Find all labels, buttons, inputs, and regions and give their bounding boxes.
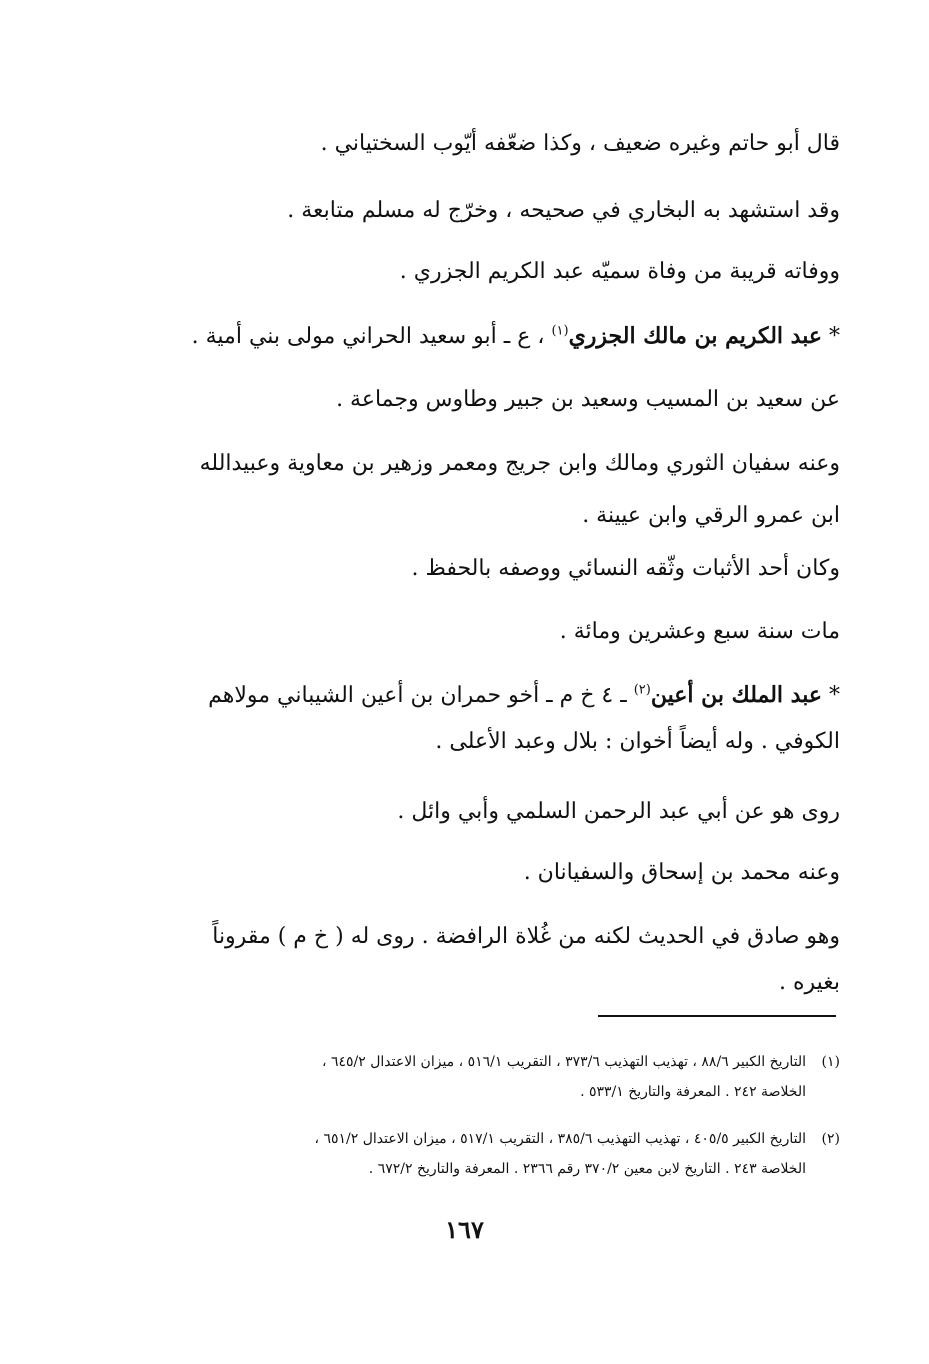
- paragraph: [160, 195, 840, 227]
- text-line: ووفاته قريبة من وفاة سميّه عبد الكريم الجزري .: [399, 259, 840, 284]
- footnote: [160, 1124, 840, 1184]
- footnote-reference: (١): [551, 323, 569, 339]
- page-number: ١٦٧: [445, 1215, 484, 1244]
- footnote-text: التاريخ الكبير ٨٨/٦ ، تهذيب التهذيب ٣٧٣/٦ ، التقريب ٥١٦/١ ، ميزان الاعتدال ٦٤٥/٢ ،: [322, 1054, 806, 1070]
- paragraph: [160, 128, 840, 160]
- footnote-line: [160, 1154, 840, 1184]
- entry-name: عبد الكريم بن مالك الجزري: [568, 323, 822, 349]
- footnote-text: التاريخ الكبير ٤٠٥/٥ ، تهذيب التهذيب ٣٨٥/٦ ، التقريب ٥١٧/١ ، ميزان الاعتدال ٦٥١/٢ ،: [314, 1131, 806, 1147]
- text-line: وهو صادق في الحديث لكنه من غُلاة الرافضة . روى له ( خ م ) مقروناً: [212, 924, 840, 949]
- text-line: [160, 679, 840, 712]
- entry-star: *: [829, 683, 840, 708]
- text-line: وقد استشهد به البخاري في صحيحه ، وخرّج له مسلم متابعة .: [287, 198, 840, 223]
- footnote-text: الخلاصة ٢٤٣ . التاريخ لابن معين ٣٧٠/٢ رقم ٢٣٦٦ . المعرفة والتاريخ ٦٧٢/٢ .: [368, 1161, 806, 1177]
- footnote-number: (١): [821, 1054, 840, 1070]
- paragraph: [160, 384, 840, 416]
- footnote-line: [160, 1124, 840, 1154]
- text-line: روى هو عن أبي عبد الرحمن السلمي وأبي وائل .: [397, 799, 840, 824]
- footnote-line: [160, 1077, 840, 1107]
- text-line: عن سعيد بن المسيب وسعيد بن جبير وطاوس وجماعة .: [336, 387, 840, 412]
- paragraph: [160, 448, 840, 532]
- paragraph: [160, 796, 840, 828]
- paragraph: [160, 921, 840, 999]
- paragraph: [160, 616, 840, 648]
- text-line: قال أبو حاتم وغيره ضعيف ، وكذا ضعّفه أيّوب السختياني .: [320, 131, 840, 156]
- footnote-divider: [598, 1015, 836, 1017]
- entry-name: عبد الملك بن أعين: [650, 682, 822, 708]
- footnote-reference: (٢): [633, 682, 651, 698]
- text-line: وكان أحد الأثبات وثّقه النسائي ووصفه بالحفظ .: [411, 556, 840, 581]
- text-line: الكوفي . وله أيضاً أخوان : بلال وعبد الأعلى .: [435, 729, 840, 754]
- footnote-number: (٢): [821, 1131, 840, 1147]
- text-line: مات سنة سبع وعشرين ومائة .: [559, 619, 840, 644]
- paragraph: [160, 256, 840, 288]
- text-line: [160, 320, 840, 353]
- footnote-line: [160, 1047, 840, 1077]
- paragraph: [160, 553, 840, 585]
- entry-details: ، ع ـ أبو سعيد الحراني مولى بني أمية .: [191, 324, 545, 349]
- entry-heading: [160, 679, 840, 758]
- text-line: وعنه محمد بن إسحاق والسفيانان .: [523, 860, 840, 885]
- text-line: بغيره .: [778, 970, 840, 995]
- text-line: ابن عمرو الرقي وابن عيينة .: [582, 503, 840, 528]
- text-line: وعنه سفيان الثوري ومالك وابن جريج ومعمر وزهير بن معاوية وعبيدالله: [199, 451, 840, 476]
- entry-details: ـ ٤ خ م ـ أخو حمران بن أعين الشيباني مولاهم: [208, 683, 627, 708]
- paragraph: [160, 857, 840, 889]
- footnote-text: الخلاصة ٢٤٢ . المعرفة والتاريخ ٥٣٣/١ .: [580, 1084, 806, 1100]
- footnote: [160, 1047, 840, 1107]
- entry-heading: [160, 320, 840, 353]
- entry-star: *: [829, 324, 840, 349]
